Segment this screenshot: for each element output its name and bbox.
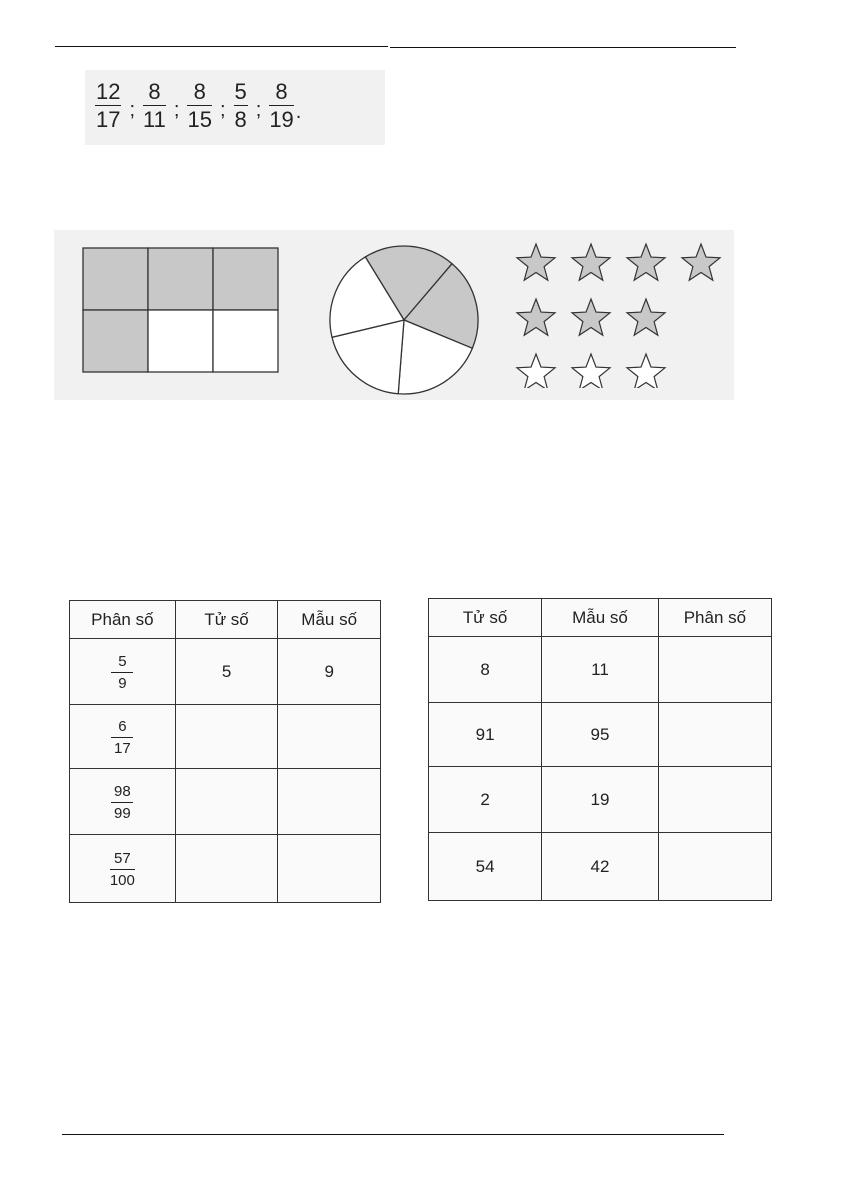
fraction: [111, 718, 133, 757]
cell-tu-so: [175, 769, 278, 835]
grid-cell-shaded: [213, 248, 278, 310]
star-shaded: [627, 299, 665, 335]
table-row: [70, 705, 381, 769]
fraction-denominator: 19: [269, 107, 294, 132]
fraction-denominator: 100: [109, 872, 135, 889]
cell-mau-so: [278, 769, 381, 835]
cell-fraction: [70, 705, 176, 769]
table-fraction-to-parts: [69, 600, 381, 903]
fraction-numerator: 6: [118, 718, 127, 735]
table-row: [70, 639, 381, 705]
fractions-strip: [85, 70, 385, 145]
table-row: [70, 835, 381, 903]
cell-mau-so: [278, 705, 381, 769]
fractions-row: [95, 80, 301, 132]
fraction: [95, 80, 121, 132]
cell-tu-so: 54: [429, 833, 542, 901]
fraction: [143, 80, 166, 132]
fraction: [269, 80, 293, 132]
fraction-bar: [111, 672, 133, 673]
cell-tu-so: 5: [175, 639, 278, 705]
grid-cell-shaded: [148, 248, 213, 310]
cell-mau-so: 11: [542, 637, 659, 703]
fraction-numerator: 5: [234, 79, 247, 104]
figures-panel: [54, 230, 734, 400]
header-rule-left: [55, 46, 388, 47]
fraction-bar: [110, 869, 135, 870]
separator: ;: [129, 98, 136, 121]
cell-tu-so: 2: [429, 767, 542, 833]
header-tu-so: Tử số: [429, 599, 542, 637]
header-phan-so: Phân số: [658, 599, 771, 637]
cell-phan-so[interactable]: [658, 833, 771, 901]
header-phan-so: Phân số: [70, 601, 176, 639]
star-empty: [572, 354, 610, 388]
fraction-denominator: 17: [114, 740, 131, 757]
header-tu-so: Tử số: [175, 601, 278, 639]
star-shaded: [682, 244, 720, 280]
cell-tu-so: [175, 835, 278, 903]
cell-phan-so[interactable]: [658, 637, 771, 703]
table-row: [429, 833, 772, 901]
cell-tu-so: [175, 705, 278, 769]
cell-fraction: [70, 639, 176, 705]
header-mau-so: Mẫu số: [278, 601, 381, 639]
stars-figure: [514, 238, 734, 388]
header-rule-right: [390, 47, 736, 48]
grid-figure: [82, 247, 282, 373]
fraction: [111, 783, 133, 822]
fraction-denominator: 17: [96, 107, 121, 132]
fraction: [234, 80, 248, 132]
star-shaded: [517, 299, 555, 335]
fraction-numerator: 8: [275, 79, 288, 104]
star-shaded: [627, 244, 665, 280]
header-mau-so: Mẫu số: [542, 599, 659, 637]
cell-fraction: [70, 835, 176, 903]
fraction-numerator: 8: [148, 79, 161, 104]
cell-fraction: [70, 769, 176, 835]
footer-rule: [62, 1134, 724, 1135]
fraction-denominator: 9: [118, 675, 127, 692]
fraction-numerator: 98: [114, 783, 131, 800]
separator: ;: [173, 98, 180, 121]
fraction-denominator: 99: [114, 805, 131, 822]
fraction-denominator: 8: [234, 107, 247, 132]
fraction: [187, 80, 211, 132]
fraction-denominator: 15: [187, 107, 212, 132]
grid-cell-empty: [148, 310, 213, 372]
fraction-bar: [111, 802, 133, 803]
cell-tu-so: 91: [429, 703, 542, 767]
fraction-numerator: 57: [114, 850, 131, 867]
star-empty: [627, 354, 665, 388]
fraction-denominator: 11: [143, 107, 166, 132]
cell-mau-so: 95: [542, 703, 659, 767]
table-row: [429, 767, 772, 833]
star-empty: [517, 354, 555, 388]
fraction: [110, 850, 135, 889]
separator: ;: [255, 98, 262, 121]
fraction-numerator: 12: [96, 79, 121, 104]
cell-mau-so: [278, 835, 381, 903]
fraction-numerator: 8: [193, 79, 206, 104]
separator: ;: [219, 98, 226, 121]
grid-cell-shaded: [83, 310, 148, 372]
star-shaded: [572, 299, 610, 335]
cell-mau-so: 9: [278, 639, 381, 705]
table-row: [429, 637, 772, 703]
end-mark: .: [295, 100, 302, 123]
cell-phan-so[interactable]: [658, 703, 771, 767]
cell-mau-so: 19: [542, 767, 659, 833]
fraction-bar: [111, 737, 133, 738]
fraction-numerator: 5: [118, 653, 127, 670]
cell-mau-so: 42: [542, 833, 659, 901]
grid-cell-shaded: [83, 248, 148, 310]
star-shaded: [572, 244, 610, 280]
table-row: [70, 769, 381, 835]
fraction: [111, 653, 133, 692]
table-row: [429, 703, 772, 767]
table-parts-to-fraction: [428, 598, 772, 901]
star-shaded: [517, 244, 555, 280]
grid-cell-empty: [213, 310, 278, 372]
cell-tu-so: 8: [429, 637, 542, 703]
cell-phan-so[interactable]: [658, 767, 771, 833]
pie-figure: [326, 242, 482, 398]
